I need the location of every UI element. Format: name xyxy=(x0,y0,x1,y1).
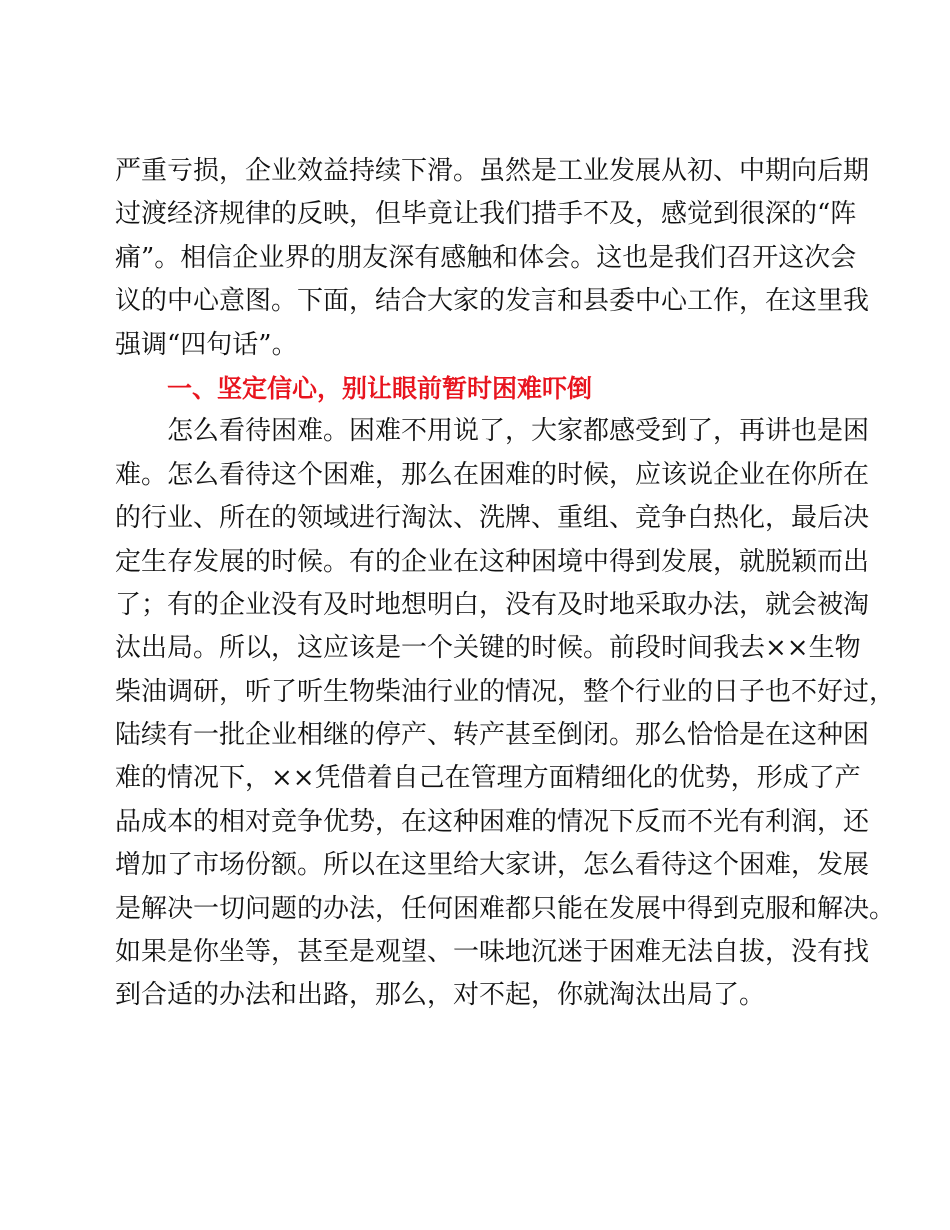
body-line: 柴油调研，听了听生物柴油行业的情况，整个行业的日子也不好过， xyxy=(115,676,896,707)
intro-line: 痛”。相信企业界的朋友深有感触和体会。这也是我们召开这次会 xyxy=(115,242,857,273)
body-line: 品成本的相对竞争优势，在这种困难的情况下反而不光有利润，还 xyxy=(115,806,870,837)
intro-line: 强调“四句话”。 xyxy=(115,329,298,360)
body-line: 陆续有一批企业相继的停产、转产甚至倒闭。那么恰恰是在这种困 xyxy=(115,720,870,751)
intro-line: 议的中心意图。下面，结合大家的发言和县委中心工作，在这里我 xyxy=(115,286,870,317)
body-line: 汰出局。所以，这应该是一个关键的时候。前段时间我去××生物 xyxy=(115,633,861,664)
section-heading: 一、坚定信心，别让眼前暂时困难吓倒 xyxy=(167,373,593,403)
body-line: 难。怎么看待这个困难，那么在困难的时候，应该说企业在你所在 xyxy=(115,459,870,490)
body-line: 定生存发展的时候。有的企业在这种困境中得到发展，就脱颖而出 xyxy=(115,546,870,577)
intro-line: 过渡经济规律的反映，但毕竟让我们措手不及，感觉到很深的“阵 xyxy=(115,199,857,230)
body-line: 增加了市场份额。所以在这里给大家讲，怎么看待这个困难，发展 xyxy=(115,850,870,881)
body-line: 是解决一切问题的办法，任何困难都只能在发展中得到克服和解决。 xyxy=(115,893,896,924)
body-line: 了；有的企业没有及时地想明白，没有及时地采取办法，就会被淘 xyxy=(115,589,870,620)
body-line: 怎么看待困难。困难不用说了，大家都感受到了，再讲也是困 xyxy=(167,416,870,447)
intro-line: 严重亏损，企业效益持续下滑。虽然是工业发展从初、中期向后期 xyxy=(115,156,870,186)
body-line: 难的情况下，××凭借着自己在管理方面精细化的优势，形成了产 xyxy=(115,763,861,794)
body-line: 如果是你坐等，甚至是观望、一味地沉迷于困难无法自拔，没有找 xyxy=(115,937,870,968)
document-body xyxy=(115,150,896,1018)
body-line: 的行业、所在的领域进行淘汰、洗牌、重组、竞争白热化，最后决 xyxy=(115,503,870,534)
body-line: 到合适的办法和出路，那么，对不起，你就淘汰出局了。 xyxy=(115,980,766,1011)
